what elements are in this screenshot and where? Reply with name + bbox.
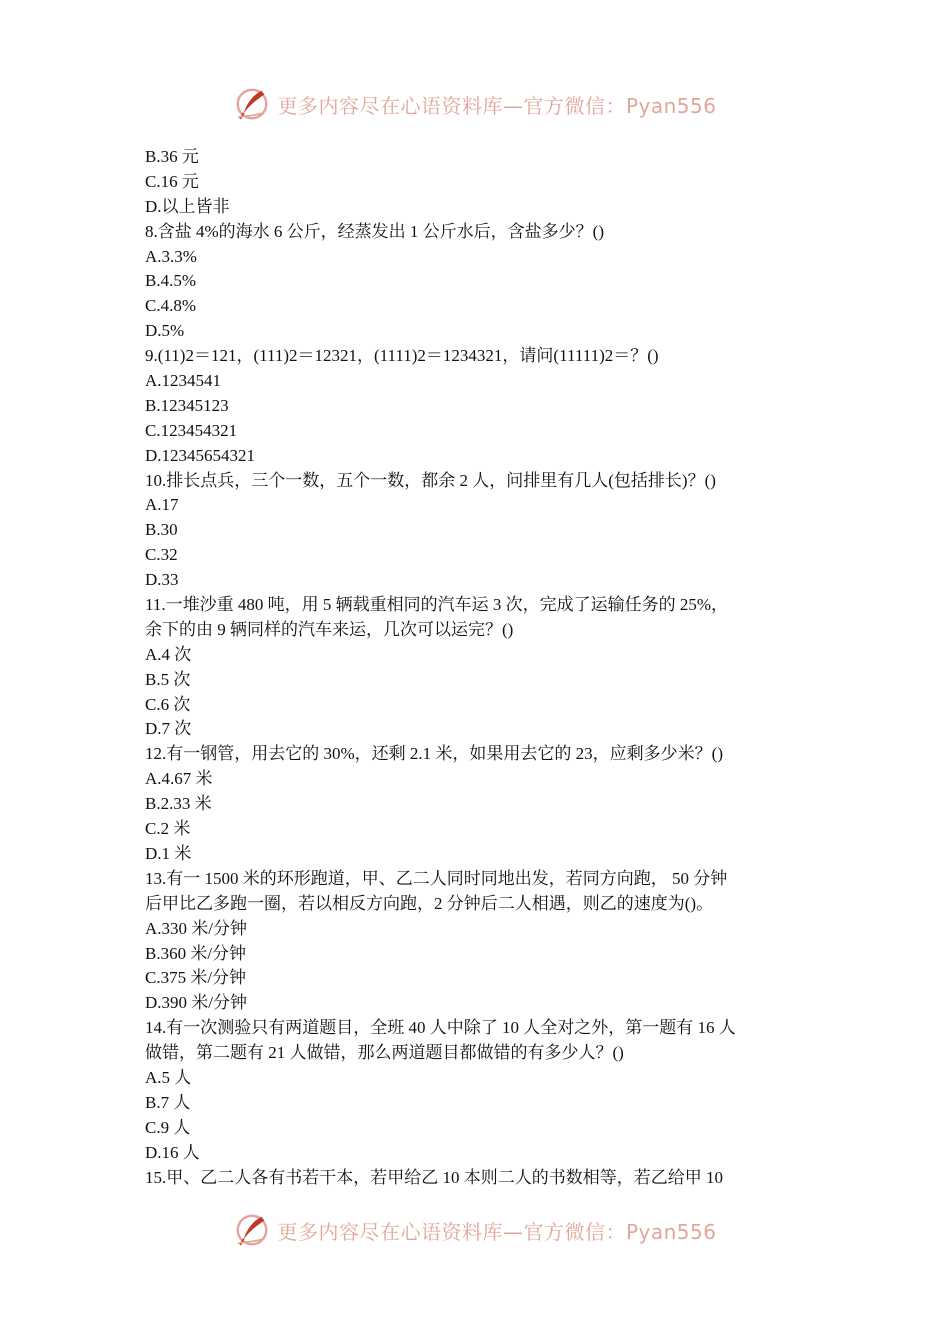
text-line: 14.有一次测验只有两道题目，全班 40 人中除了 10 人全对之外，第一题有 16 人 [145,1018,736,1038]
text-line: B.4.5% [145,271,196,291]
text-line: A.1234541 [145,371,222,391]
text-line: D.16 人 [145,1142,200,1162]
text-line: A.3.3% [145,246,197,266]
text-line: C.16 元 [145,171,199,191]
quill-logo-icon [233,85,271,123]
text-line: D.12345654321 [145,445,256,465]
text-line: 9.(11)2＝121，(111)2＝12321，(1111)2＝1234321，请问(11111)2＝？() [145,346,659,366]
text-line: B.12345123 [145,395,229,415]
text-line: A.4 次 [145,644,192,664]
text-line: A.5 人 [145,1067,192,1087]
text-line: C.123454321 [145,420,238,440]
text-line: D.1 米 [145,843,192,863]
text-line: D.33 [145,570,179,590]
text-line: C.9 人 [145,1117,191,1137]
text-line: B.30 [145,520,178,540]
text-line: D.390 米/分钟 [145,993,247,1013]
text-line: C.375 米/分钟 [145,968,247,988]
text-line: D.5% [145,321,185,341]
banner-text: 更多内容尽在心语资料库—官方微信：Pyan556 [277,1219,717,1244]
text-line: 12.有一钢管，用去它的 30%，还剩 2.1 米，如果用去它的 23，应剩多少米？() [145,744,723,764]
text-line: 后甲比乙多跑一圈，若以相反方向跑，2 分钟后二人相遇，则乙的速度为()。 [145,893,714,913]
banner-text: 更多内容尽在心语资料库—官方微信：Pyan556 [277,93,717,118]
text-line: B.5 次 [145,669,191,689]
text-line: A.4.67 米 [145,769,213,789]
text-line: 15.甲、乙二人各有书若干本，若甲给乙 10 本则二人的书数相等，若乙给甲 10 [145,1167,723,1187]
text-line: C.2 米 [145,819,191,839]
text-line: B.7 人 [145,1092,191,1112]
text-line: B.360 米/分钟 [145,943,247,963]
quill-logo-icon [233,1211,271,1249]
text-line: C.4.8% [145,296,196,316]
text-line: A.330 米/分钟 [145,918,247,938]
text-line: 10.排长点兵，三个一数，五个一数，都余 2 人，问排里有几人(包括排长)？() [145,470,716,490]
text-line: C.6 次 [145,694,191,714]
text-line: D.7 次 [145,719,192,739]
text-line: C.32 [145,545,178,565]
header-banner [0,82,950,126]
text-line: D.以上皆非 [145,196,230,216]
text-line: 余下的由 9 辆同样的汽车来运，几次可以运完？() [145,619,514,639]
text-line: 13.有一 1500 米的环形跑道，甲、乙二人同时同地出发，若同方向跑， 50 分钟 [145,868,728,888]
text-line: 8.含盐 4%的海水 6 公斤，经蒸发出 1 公斤水后，含盐多少？() [145,221,604,241]
text-line: B.2.33 米 [145,794,212,814]
text-line: 做错，第二题有 21 人做错，那么两道题目都做错的有多少人？() [145,1043,624,1063]
footer-banner [0,1208,950,1252]
text-line: A.17 [145,495,179,515]
text-line: B.36 元 [145,147,199,166]
text-line: 11.一堆沙重 480 吨，用 5 辆载重相同的汽车运 3 次，完成了运输任务的 25%， [145,595,729,615]
question-content [145,145,815,1190]
